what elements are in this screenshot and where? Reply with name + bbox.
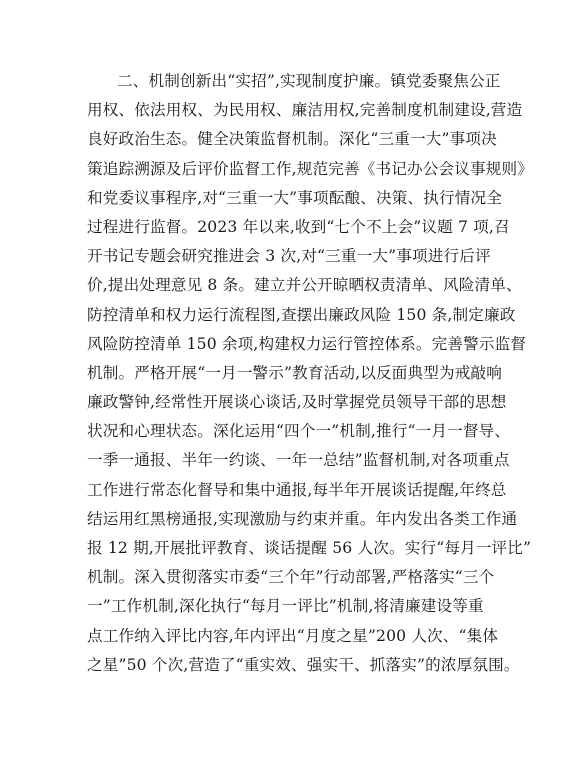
paragraph-line: 价,提出处理意见 8 条。建立并公开晾晒权责清单、风险清单、 xyxy=(87,276,522,295)
paragraph-line: 防控清单和权力运行流程图,查摆出廉政风险 150 条,制定廉政 xyxy=(87,305,516,324)
paragraph-line: 机制。严格开展“一月一警示”教育活动,以反面典型为戒敲响 xyxy=(87,363,502,382)
paragraph-line: 工作进行常态化督导和集中通报,每半年开展谈话提醒,年终总 xyxy=(87,480,507,499)
paragraph-line: 用权、依法用权、为民用权、廉洁用权,完善制度机制建设,营造 xyxy=(87,101,523,120)
paragraph-line: 过程进行监督。2023 年以来,收到“七个不上会”议题 7 项,召 xyxy=(87,217,510,236)
paragraph-line: 风险防控清单 150 余项,构建权力运行管控体系。完善警示监督 xyxy=(87,334,527,353)
paragraph-line: 良好政治生态。健全决策监督机制。深化“三重一大”事项决 xyxy=(87,130,497,149)
paragraph-line: 状况和心理状态。深化运用“四个一”机制,推行“一月一督导、 xyxy=(87,422,511,441)
paragraph-line: 之星”50 个次,营造了“重实效、强实干、抓落实”的浓厚氛围。 xyxy=(87,655,520,674)
paragraph-line: 机制。深入贯彻落实市委“三个年”行动部署,严格落实“三个 xyxy=(87,568,495,587)
paragraph-line: 和党委议事程序,对“三重一大”事项酝酿、决策、执行情况全 xyxy=(87,188,502,207)
paragraph-line: 开书记专题会研究推进会 3 次,对“三重一大”事项进行后评 xyxy=(87,247,491,266)
body-paragraph xyxy=(87,67,533,680)
paragraph-line: 点工作纳入评比内容,年内评出“月度之星”200 人次、“集体 xyxy=(87,626,499,645)
paragraph-line: 一季一通报、半年一约谈、一年一总结”监督机制,对各项重点 xyxy=(87,451,510,470)
paragraph-line: 二、机制创新出“实招”,实现制度护廉。镇党委聚焦公正 xyxy=(117,72,501,90)
paragraph-line: 一”工作机制,深化执行“每月一评比”机制,将清廉建设等重 xyxy=(87,597,484,616)
paragraph-line: 策追踪溯源及后评价监督工作,规范完善《书记办公会议事规则》 xyxy=(87,159,533,178)
paragraph-line: 报 12 期,开展批评教育、谈话提醒 56 人次。实行“每月一评比” xyxy=(87,539,532,557)
paragraph-line: 廉政警钟,经常性开展谈心谈话,及时掌握党员领导干部的思想 xyxy=(87,393,507,412)
paragraph-line: 结运用红黑榜通报,实现激励与约束并重。年内发出各类工作通 xyxy=(87,509,518,528)
